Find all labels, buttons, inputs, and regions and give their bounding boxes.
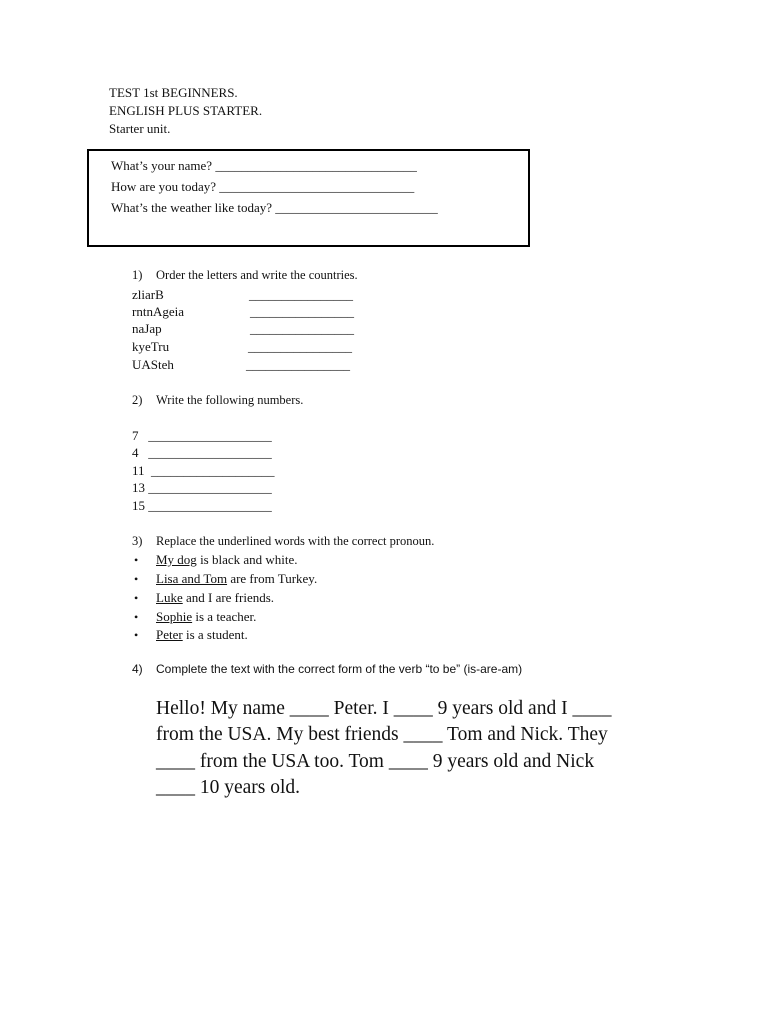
number-line-15: 15 ___________________	[132, 498, 272, 513]
paragraph-line: Hello! My name ____ Peter. I ____ 9 years old and I ____	[156, 698, 612, 719]
section-1-title: Order the letters and write the countries.	[156, 268, 358, 282]
answer-blank: ________________	[250, 321, 354, 336]
scrambled-word: rntnAgeia	[132, 304, 184, 319]
item-rest: is a teacher.	[192, 609, 257, 624]
section-4-number: 4)	[132, 662, 143, 676]
underlined-words: Peter	[156, 627, 183, 642]
unit-title: Starter unit.	[109, 121, 171, 136]
section-2-number: 2)	[132, 393, 143, 407]
test-title: TEST 1st BEGINNERS.	[109, 85, 238, 100]
paragraph-line: ____ from the USA too. Tom ____ 9 years old and Nick	[156, 750, 595, 772]
fill-in-paragraph	[156, 696, 656, 801]
paragraph-line: from the USA. My best friends ____ Tom and Nick. They	[156, 724, 608, 746]
number-line-13: 13 ___________________	[132, 480, 272, 495]
bullet: •	[134, 610, 139, 624]
question-weather: What’s the weather like today? _________________________	[111, 200, 438, 215]
pronoun-item	[156, 552, 298, 568]
section-1-number: 1)	[132, 268, 143, 282]
section-2-title: Write the following numbers.	[156, 393, 304, 407]
underlined-words: Lisa and Tom	[156, 571, 228, 586]
section-3-title: Replace the underlined words with the correct pronoun.	[156, 534, 435, 548]
pronoun-item	[156, 627, 248, 643]
bullet: •	[134, 628, 139, 642]
item-rest: is black and white.	[196, 552, 298, 567]
section-3-heading	[132, 534, 434, 549]
course-title: ENGLISH PLUS STARTER.	[109, 103, 263, 118]
pronoun-item	[156, 609, 256, 625]
section-4-title: Complete the text with the correct form of the verb “to be” (is-are-am)	[156, 662, 523, 676]
section-2-heading	[132, 393, 303, 408]
pronoun-item	[156, 571, 317, 587]
question-name: What’s your name? _______________________________	[111, 158, 417, 173]
number-line-4: 4 ___________________	[132, 445, 272, 460]
number-line-11: 11 ___________________	[132, 463, 275, 478]
question-how-are-you: How are you today? ______________________________	[111, 179, 415, 194]
scrambled-word: kyeTru	[132, 339, 170, 354]
item-rest: and I are friends.	[182, 590, 275, 605]
worksheet-header	[109, 84, 262, 138]
underlined-words: My dog	[156, 552, 197, 567]
scrambled-word: UASteh	[132, 357, 174, 372]
section-3-number: 3)	[132, 534, 143, 548]
answer-blank: ________________	[246, 357, 350, 372]
underlined-words: Sophie	[156, 609, 193, 624]
item-rest: are from Turkey.	[227, 571, 318, 586]
bullet: •	[134, 572, 139, 586]
item-rest: is a student.	[182, 627, 248, 642]
underlined-words: Luke	[156, 590, 183, 605]
answer-blank: ________________	[250, 304, 354, 319]
answer-blank: ________________	[249, 287, 353, 302]
bullet: •	[134, 553, 139, 567]
section-1-heading	[132, 268, 358, 283]
bullet: •	[134, 591, 139, 605]
answer-blank: ________________	[248, 339, 352, 354]
paragraph-line: ____ 10 years old.	[156, 776, 301, 798]
warmup-questions-box	[87, 149, 530, 247]
number-line-7: 7 ___________________	[132, 428, 272, 443]
section-4-heading	[132, 662, 522, 676]
scrambled-word: naJap	[132, 321, 162, 336]
scrambled-word: zliarB	[132, 287, 164, 302]
pronoun-item	[156, 590, 274, 606]
